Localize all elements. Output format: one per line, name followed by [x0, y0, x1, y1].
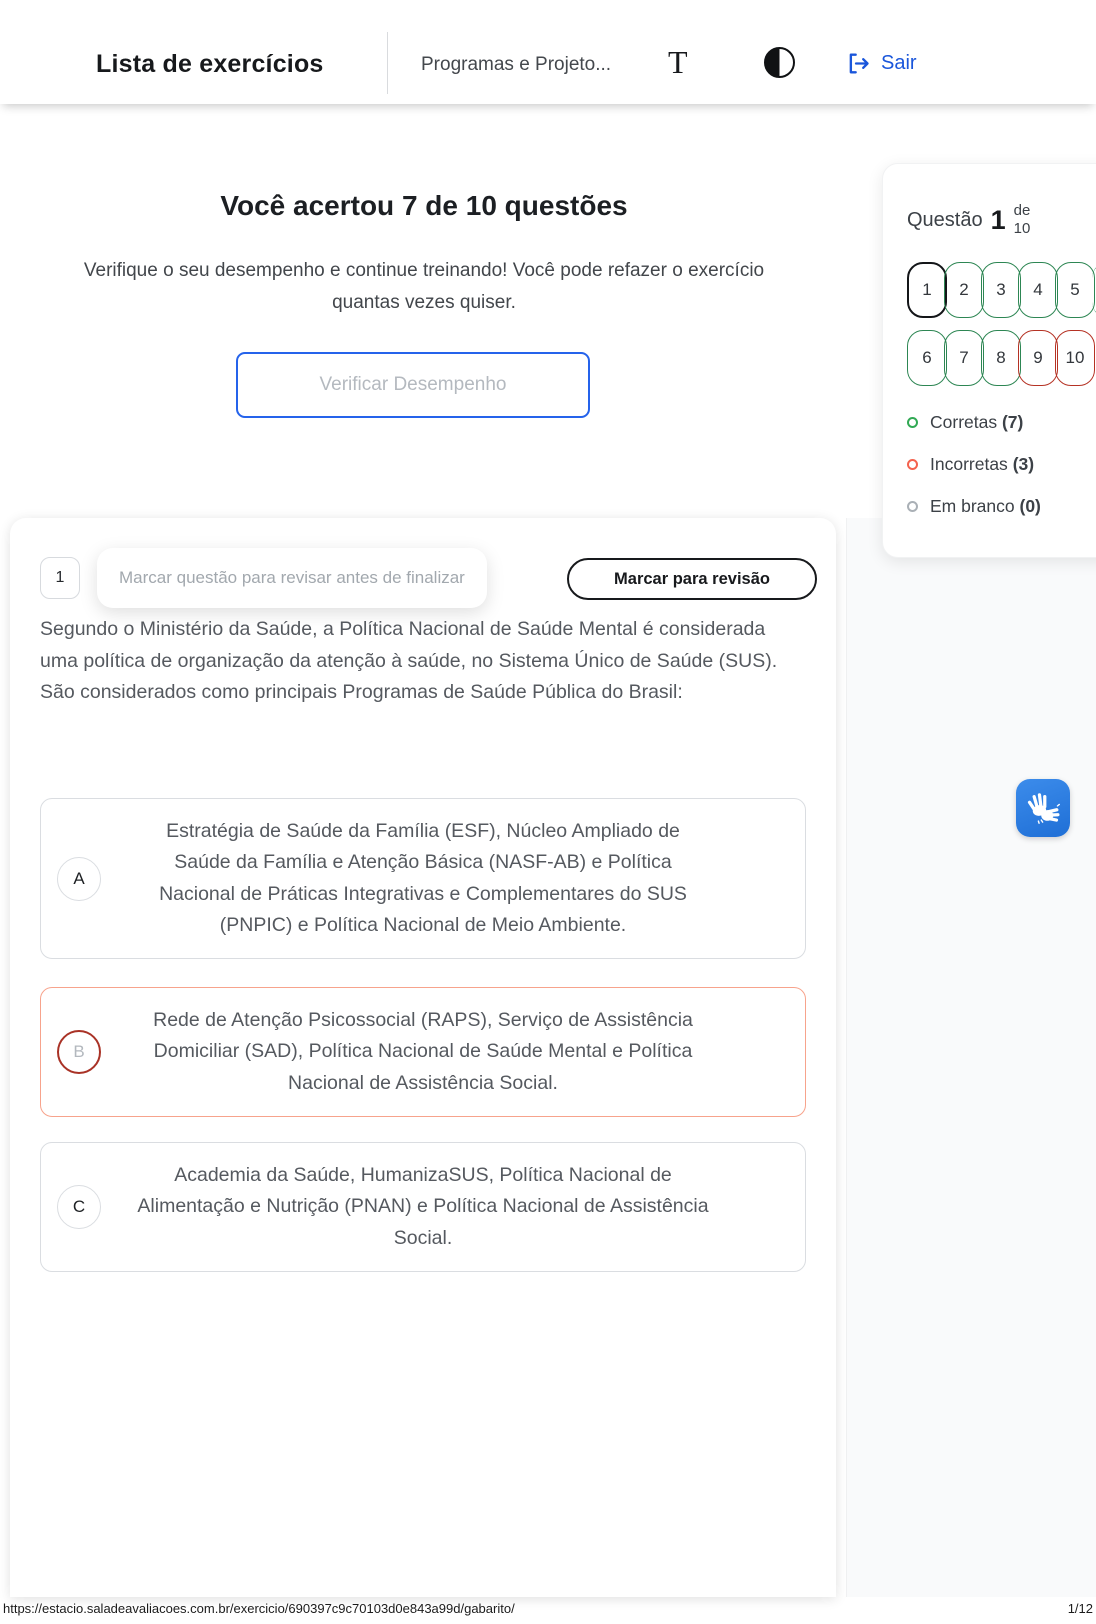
sign-language-hands-icon — [1026, 791, 1060, 825]
results-legend — [907, 412, 1096, 517]
option-a-letter: A — [57, 857, 101, 901]
contrast-toggle-icon[interactable] — [764, 47, 795, 78]
option-c[interactable] — [40, 1142, 806, 1272]
option-b-letter: B — [57, 1030, 101, 1074]
result-subtitle: Verifique o seu desempenho e continue treinando! Você pode refazer o exercício quantas vezes quiser. — [83, 260, 765, 313]
question-nav-7[interactable]: 7 — [944, 330, 984, 386]
question-nav-6[interactable]: 6 — [907, 330, 947, 386]
question-counter — [907, 202, 1096, 238]
logout-label: Sair — [881, 52, 917, 74]
legend-incorrect — [907, 454, 1096, 475]
legend-incorrect-label: Incorretas — [930, 454, 1008, 474]
right-column-background — [846, 518, 1096, 1597]
option-a-text: Estratégia de Saúde da Família (ESF), Núcleo Ampliado de Saúde da Família e Atenção Básica (NASF-AB) e Política Nacional de Práticas Integrativas e Complementares do SUS (PNPIC) e Política Nacional de Meio Ambiente. — [159, 819, 687, 936]
option-b-text: Rede de Atenção Psicossocial (RAPS), Serviço de Assistência Domiciliar (SAD), Política Nacional de Saúde Mental e Política Nacional de Assistência Social. — [153, 1008, 693, 1094]
question-nav-8[interactable]: 8 — [981, 330, 1021, 386]
question-nav-2[interactable]: 2 — [944, 262, 984, 318]
option-b-incorrect[interactable] — [40, 987, 806, 1117]
header-divider — [387, 32, 388, 94]
exercise-subject-label: Programas e Projeto... — [421, 54, 612, 75]
print-url-footer: https://estacio.saladeavaliacoes.com.br/exercicio/690397c9c70103d0e843a99d/gabarito/ — [3, 1601, 515, 1616]
question-number-badge: 1 — [40, 557, 80, 599]
question-navigator-card — [882, 163, 1096, 558]
question-nav-9[interactable]: 9 — [1018, 330, 1058, 386]
question-card — [10, 518, 836, 1597]
page-title: Lista de exercícios — [96, 50, 324, 78]
logout-button[interactable] — [845, 50, 917, 77]
question-word: Questão — [907, 208, 983, 231]
libras-accessibility-button[interactable] — [1016, 779, 1070, 837]
app-header — [0, 0, 1096, 104]
legend-correct-count: (7) — [1001, 412, 1024, 432]
question-nav-1[interactable]: 1 — [907, 262, 947, 318]
legend-blank-count: (0) — [1019, 496, 1041, 516]
question-number-row-2 — [907, 330, 1096, 386]
question-nav-10[interactable]: 10 — [1055, 330, 1095, 386]
option-c-text: Academia da Saúde, HumanizaSUS, Política Nacional de Alimentação e Nutrição (PNAN) e Política Nacional de Assistência Social. — [137, 1163, 709, 1249]
option-a[interactable] — [40, 798, 806, 959]
mark-for-review-button[interactable]: Marcar para revisão — [567, 558, 817, 600]
logout-exit-icon — [845, 50, 872, 77]
legend-correct-label: Corretas — [930, 412, 998, 432]
current-question-number: 1 — [990, 204, 1006, 235]
question-statement: Segundo o Ministério da Saúde, a Política Nacional de Saúde Mental é considerada uma política de organização da atenção à saúde, no Sistema Único de Saúde (SUS). São considerados como principais Programas de Saúde Pública do Brasil: — [40, 618, 778, 703]
option-c-letter: C — [57, 1185, 101, 1229]
correct-dot-icon — [907, 417, 918, 428]
review-hint-tooltip: Marcar questão para revisar antes de finalizar — [97, 548, 487, 608]
incorrect-dot-icon — [907, 459, 918, 470]
verify-performance-button[interactable]: Verificar Desempenho — [236, 352, 590, 418]
legend-incorrect-count: (3) — [1012, 454, 1035, 474]
question-nav-3[interactable]: 3 — [981, 262, 1021, 318]
question-number-row-1 — [907, 262, 1096, 318]
result-title: Você acertou 7 de 10 questões — [220, 190, 628, 221]
question-nav-5[interactable]: 5 — [1055, 262, 1095, 318]
print-page-number: 1/12 — [1067, 1601, 1093, 1616]
legend-blank-label: Em branco — [930, 496, 1015, 516]
legend-blank — [907, 496, 1096, 517]
legend-correct — [907, 412, 1096, 433]
question-nav-4[interactable]: 4 — [1018, 262, 1058, 318]
text-size-icon[interactable]: T — [668, 44, 688, 80]
blank-dot-icon — [907, 501, 918, 512]
total-questions: 10 — [1013, 220, 1031, 237]
of-word: de — [1013, 202, 1031, 219]
